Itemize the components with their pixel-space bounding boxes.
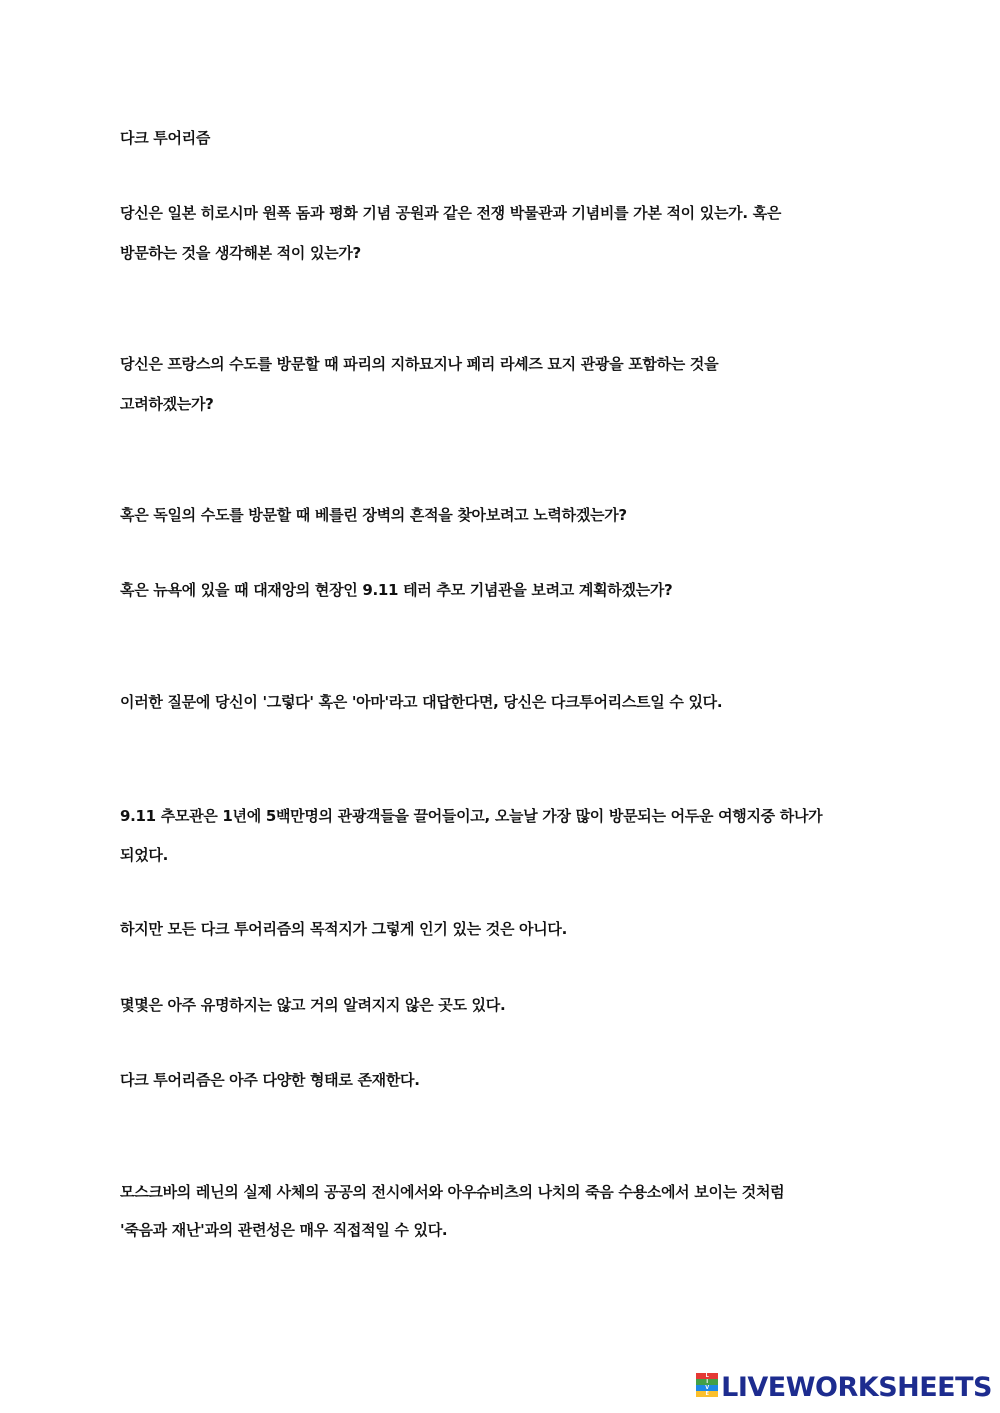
paragraph-line: 몇몇은 아주 유명하지는 않고 거의 알려지지 않은 곳도 있다. — [120, 996, 506, 1014]
paragraph-line: 혹은 독일의 수도를 방문할 때 베를린 장벽의 흔적을 찾아보려고 노력하겠는가? — [120, 506, 627, 524]
paragraph-line: 이러한 질문에 당신이 '그렇다' 혹은 '아마'라고 대답한다면, 당신은 다크투어리스트일 수 있다. — [120, 693, 723, 711]
paragraph-line: 다크 투어리즘은 아주 다양한 형태로 존재한다. — [120, 1071, 420, 1089]
paragraph-line: 되었다. — [120, 846, 168, 864]
logo-mark-letter: I — [696, 1379, 718, 1385]
logo-mark-letter: L — [696, 1373, 718, 1379]
paragraph-line: 혹은 뉴욕에 있을 때 대재앙의 현장인 9.11 테러 추모 기념관을 보려고 계획하겠는가? — [120, 581, 673, 599]
paragraph-line: 하지만 모든 다크 투어리즘의 목적지가 그렇게 인기 있는 것은 아니다. — [120, 920, 568, 938]
document-title: 다크 투어리즘 — [120, 129, 211, 147]
logo-mark-letter: E — [696, 1391, 718, 1397]
logo-mark-icon — [696, 1373, 718, 1403]
liveworksheets-logo[interactable] — [696, 1373, 992, 1403]
paragraph-line: 방문하는 것을 생각해본 적이 있는가? — [120, 244, 361, 262]
paragraph-line: '죽음과 재난'과의 관련성은 매우 직접적일 수 있다. — [120, 1221, 448, 1239]
paragraph-line: 당신은 프랑스의 수도를 방문할 때 파리의 지하묘지나 페리 라셰즈 묘지 관광을 포함하는 것을 — [120, 355, 719, 373]
logo-mark-letter: V — [696, 1385, 718, 1391]
paragraph-line: 모스크바의 레닌의 실제 사체의 공공의 전시에서와 아우슈비츠의 나치의 죽음 수용소에서 보이는 것처럼 — [120, 1183, 785, 1201]
paragraph-line: 고려하겠는가? — [120, 395, 214, 413]
logo-text: LIVEWORKSHEETS — [721, 1372, 992, 1403]
paragraph-line: 당신은 일본 히로시마 원폭 돔과 평화 기념 공원과 같은 전쟁 박물관과 기념비를 가본 적이 있는가. 혹은 — [120, 204, 782, 222]
paragraph-line: 9.11 추모관은 1년에 5백만명의 관광객들을 끌어들이고, 오늘날 가장 많이 방문되는 어두운 여행지중 하나가 — [120, 807, 823, 825]
